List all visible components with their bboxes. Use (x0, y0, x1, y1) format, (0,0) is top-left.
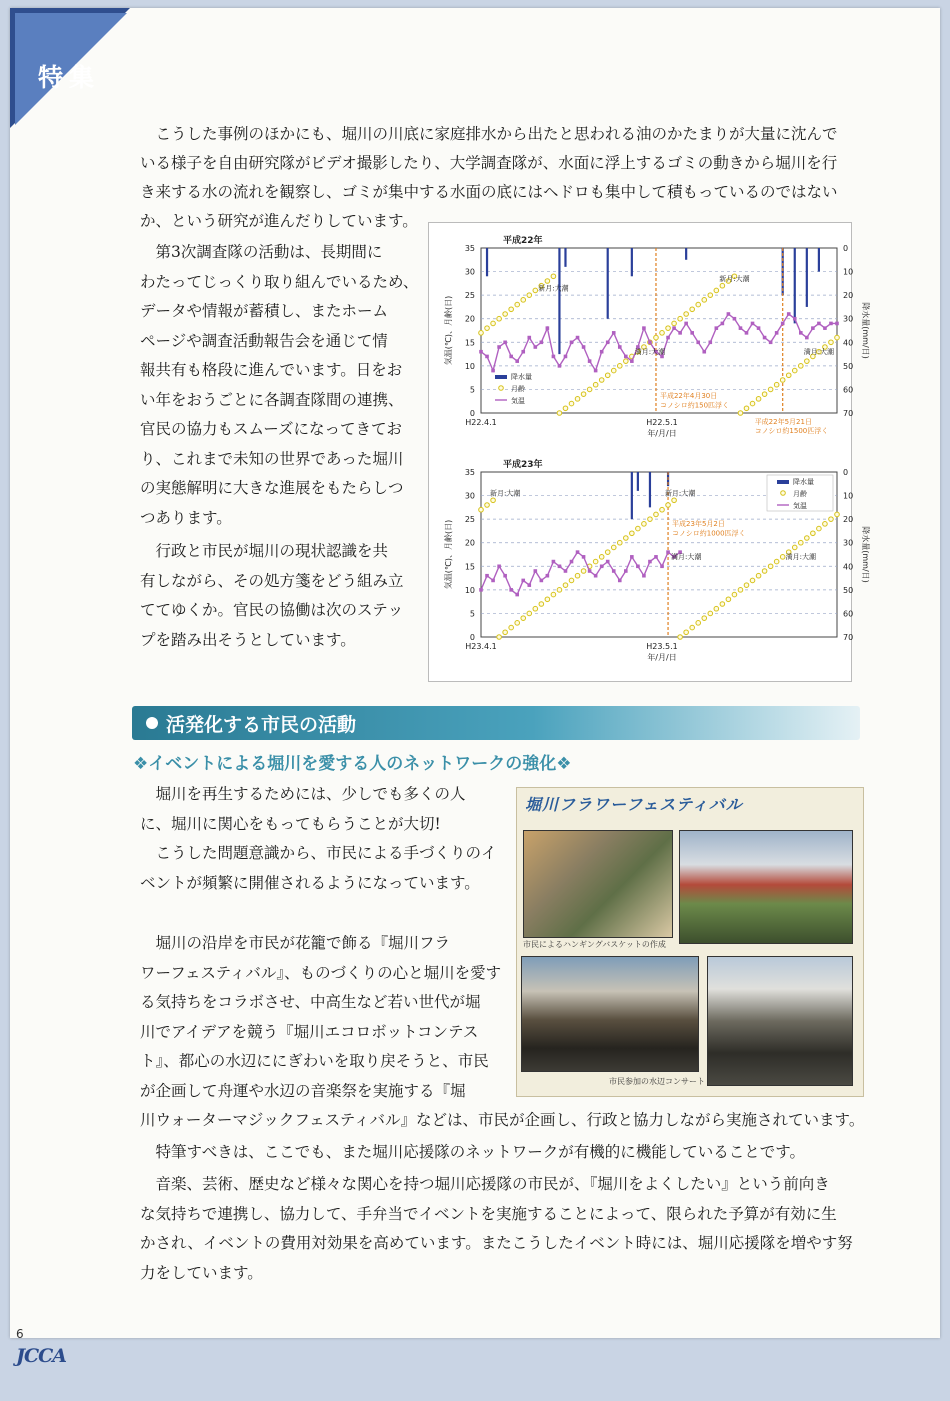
chart-moon-point (738, 588, 743, 593)
chart-moon-point (768, 564, 773, 569)
chart-moon-point (545, 279, 550, 284)
paragraph-1-line-4: か、という研究が進んだりしています。 (140, 212, 418, 230)
legend-rain-label: 降水量 (511, 373, 532, 381)
chart-y2-tick-label: 20 (843, 515, 854, 525)
chart-moon-point (533, 606, 538, 611)
chart-y-tick-label: 0 (469, 409, 475, 418)
chart-temp-point (600, 350, 604, 354)
chart-temp-point (540, 579, 544, 583)
chart-x-tick-label: H23.5.1 (646, 642, 678, 651)
chart-x-axis-label: 年/月/日 (647, 429, 677, 438)
paragraph-3: 行政と市民が堀川の現状認識を共 有しながら、その処方箋をどう組み立 ててゆくか。官民の協働は次のステッ プを踏み出そうとしています。 (140, 542, 404, 649)
chart-moon-point (817, 526, 822, 531)
chart-moon-point (774, 382, 779, 387)
photo-flower-stall (679, 830, 853, 944)
paragraph-5-continued: 川ウォーターマジックフェスティバル』などは、市民が企画し、行政と協力しながら実施されています。 (140, 1111, 865, 1129)
chart-moon-point (611, 545, 616, 550)
section-header (132, 706, 860, 740)
chart-moon-point (738, 411, 743, 416)
chart-temp-point (636, 564, 640, 568)
chart-temp-point (666, 550, 670, 554)
charts-svg (429, 223, 870, 681)
chart-y-tick-label: 30 (464, 491, 475, 501)
chart-temp-point (485, 355, 489, 359)
chart-moon-point (829, 517, 834, 522)
chart-moon-point (684, 630, 689, 635)
chart-y-tick-label: 35 (464, 244, 475, 253)
chart-temp-point (570, 340, 574, 344)
chart-temp-point (582, 555, 586, 559)
chart-moon-point (702, 616, 707, 621)
chart-y-tick-label: 5 (469, 609, 475, 619)
chart-temp-point (527, 336, 531, 340)
chart-temp-point (509, 588, 513, 592)
chart-moon-point (479, 331, 484, 336)
chart-moon-point (485, 503, 490, 508)
chart-moon-point (720, 602, 725, 607)
chart-annotation: コノシロ約1500匹浮く (754, 427, 829, 435)
paragraph-1-line-2: いる様子を自由研究隊がビデオ撮影したり、大学調査隊が、水面に浮上するゴミの動きから堀川を行 (140, 154, 838, 172)
photo-caption-2: 市民参加の水辺コンサート (609, 1077, 705, 1086)
chart-x-tick-label: H22.5.1 (646, 418, 678, 427)
chart-temp-point (576, 336, 580, 340)
chart-moon-point (792, 545, 797, 550)
chart-moon-point (605, 550, 610, 555)
chart-temp-point (781, 322, 785, 326)
chart-y2-axis-label: 降水量(mm/日) (861, 302, 870, 359)
chart-moon-point (714, 288, 719, 293)
chart-y-tick-label: 35 (464, 468, 475, 477)
chart-moon-point (479, 507, 484, 512)
chart-y-tick-label: 20 (464, 538, 475, 548)
chart-temp-point (558, 564, 562, 568)
chart-moon-point (798, 364, 803, 369)
chart-temp-point (708, 340, 712, 344)
chart-moon-point (708, 293, 713, 298)
page-number: 6 (16, 1327, 24, 1341)
chart-moon-point (624, 359, 629, 364)
bullet-icon (146, 717, 158, 729)
photo-collage-title: 堀川フラワーフェスティバル (525, 795, 743, 814)
legend-temp-label: 気温 (511, 397, 525, 405)
chart-moon-point (515, 302, 520, 307)
chart-moon-point (587, 387, 592, 392)
chart-moon-point (491, 321, 496, 326)
chart-moon-point (575, 573, 580, 578)
chart-moon-point (654, 335, 659, 340)
chart-temp-point (606, 560, 610, 564)
section-title: 活発化する市民の活動 (166, 714, 357, 736)
chart-moon-point (835, 335, 840, 340)
chart-panel (428, 222, 870, 682)
chart-moon-point (756, 397, 761, 402)
chart-temp-point (684, 322, 688, 326)
chart-moon-point (593, 382, 598, 387)
chart-temp-point (503, 574, 507, 578)
chart-y-tick-label: 25 (464, 515, 475, 525)
chart-moon-point (581, 569, 586, 574)
legend-moon-label: 月齢 (793, 490, 807, 498)
chart-moon-point (744, 583, 749, 588)
chart-moon-point (563, 406, 568, 411)
chart-temp-point (624, 355, 628, 359)
chart-annotation: 新月:大潮 (664, 489, 696, 498)
chart-moon-point (720, 283, 725, 288)
chart-moon-point (611, 368, 616, 373)
chart-annotation: 新月:大潮 (538, 284, 569, 293)
chart-annotation: 平成22年4月30日 (659, 391, 718, 400)
chart-moon-point (575, 397, 580, 402)
chart-moon-point (684, 312, 689, 317)
chart-moon-point (642, 522, 647, 527)
chart-temp-point (564, 569, 568, 573)
chart-moon-point (509, 625, 514, 630)
chart-temp-point (546, 326, 550, 330)
chart-moon-point (744, 406, 749, 411)
chart-annotation: 満月:大潮 (670, 553, 702, 562)
chart-moon-point (527, 293, 532, 298)
chart-temp-point (624, 569, 628, 573)
chart-title: 平成22年 (503, 236, 543, 246)
chart-y-tick-label: 0 (469, 633, 475, 642)
chart-temp-point (588, 569, 592, 573)
chart-annotation: 満月:大潮 (634, 348, 666, 357)
chart-moon-point (708, 611, 713, 616)
chart-moon-point (569, 401, 574, 406)
chart-moon-point (539, 602, 544, 607)
chart-temp-point (787, 312, 791, 316)
photo-caption-1: 市民によるハンギングバスケットの作成 (523, 940, 666, 949)
chart-temp-point (835, 322, 839, 326)
chart-y-tick-label: 5 (469, 385, 475, 395)
chart-temp-point (594, 574, 598, 578)
chart-moon-point (805, 536, 810, 541)
chart-temp-point (582, 345, 586, 349)
chart-moon-point (732, 592, 737, 597)
chart-moon-point (563, 583, 568, 588)
paragraph-4: 堀川を再生するためには、少しでも多くの人 に、堀川に関心をもってもらうことが大切! こうした問題意識から、市民による手づくりのイ ベントが頻繁に開催されるようになっています。 (140, 785, 497, 892)
chart-moon-point (630, 531, 635, 536)
chart-moon-point (786, 373, 791, 378)
chart-moon-point (551, 274, 556, 279)
chart-y2-tick-label: 60 (843, 609, 854, 619)
chart-temp-point (497, 345, 501, 349)
chart-temp-point (491, 579, 495, 583)
chart-temp-point (576, 550, 580, 554)
subheading: ❖イベントによる堀川を愛する人のネットワークの強化❖ (133, 754, 572, 774)
chart-moon-point (678, 635, 683, 640)
legend-rain-swatch (495, 375, 507, 379)
chart-moon-point (624, 536, 629, 541)
chart-moon-point (762, 569, 767, 574)
chart-temp-point (570, 560, 574, 564)
chart-temp-point (763, 336, 767, 340)
chart-moon-point (497, 635, 502, 640)
chart-temp-point (479, 588, 483, 592)
chart-temp-point (727, 312, 731, 316)
jcca-logo: JCCA (16, 1345, 66, 1367)
chart-y-tick-label: 25 (464, 291, 475, 301)
chart-moon-point (533, 288, 538, 293)
paragraph-2: 第3次調査隊の活動は、長期間に わたってじっくり取り組んでいるため、 データや情報が蓄積し、またホーム ページや調査活動報告会を通じて情 報共有も格段に進んでいます。日をお い年をおうごとに各調査隊間の連携、 官民の協力もスムーズになってきてお り、これまで未知の世界であった堀川 の実態解明に大きな進展をもたらしつ つあります。 (140, 243, 419, 527)
chart-y2-tick-label: 60 (843, 385, 854, 395)
photo-collage (516, 787, 864, 1097)
chart-y2-tick-label: 20 (843, 291, 854, 301)
chart-moon-point (521, 298, 526, 303)
chart-temp-point (769, 340, 773, 344)
chart-temp-point (552, 560, 556, 564)
chart-moon-point (811, 531, 816, 536)
chart-temp-point (696, 340, 700, 344)
chart-y2-tick-label: 30 (843, 314, 854, 324)
chart-temp-point (497, 564, 501, 568)
chart-temp-point (552, 355, 556, 359)
legend-moon-swatch (781, 491, 786, 496)
chart-moon-point (696, 621, 701, 626)
chart-temp-point (805, 336, 809, 340)
chart-y-tick-label: 15 (464, 338, 475, 348)
chart-moon-point (696, 302, 701, 307)
chart-y-tick-label: 15 (464, 562, 475, 572)
chart-moon-point (678, 316, 683, 321)
chart-y2-tick-label: 0 (843, 468, 849, 477)
legend-moon-swatch (499, 386, 504, 391)
chart-moon-point (660, 331, 665, 336)
chart-temp-point (618, 345, 622, 349)
chart-temp-point (612, 569, 616, 573)
chart-temp-point (600, 564, 604, 568)
chart-moon-point (648, 517, 653, 522)
chart-temp-point (757, 326, 761, 330)
chart-temp-point (606, 340, 610, 344)
chart-temp-point (817, 322, 821, 326)
chart-moon-point (660, 507, 665, 512)
chart-temp-point (654, 555, 658, 559)
chart-annotation: 満月:大潮 (803, 348, 835, 357)
chart-temp-point (672, 326, 676, 330)
chart-moon-point (509, 307, 514, 312)
chart-temp-point (630, 359, 634, 363)
chart-annotation: 平成23年5月2日 (672, 520, 725, 529)
chart-temp-point (793, 317, 797, 321)
chart-annotation: 新月:大潮 (489, 489, 521, 498)
chart-temp-point (540, 340, 544, 344)
chart-moon-point (690, 625, 695, 630)
chart-moon-point (672, 321, 677, 326)
chart-moon-point (515, 621, 520, 626)
chart-temp-point (811, 326, 815, 330)
chart-temp-point (648, 560, 652, 564)
chart-temp-point (799, 331, 803, 335)
chart-temp-point (739, 326, 743, 330)
chart-temp-point (479, 350, 483, 354)
chart-y-tick-label: 10 (464, 585, 475, 595)
chart-x-tick-label: H23.4.1 (465, 642, 497, 651)
chart-moon-point (750, 578, 755, 583)
chart-y2-tick-label: 30 (843, 538, 854, 548)
paragraph-6: 特筆すべきは、ここでも、また堀川応援隊のネットワークが有機的に機能していることです。 (140, 1143, 805, 1161)
chart-y-axis-label: 気温(℃)、月齢(日) (444, 519, 453, 590)
chart-temp-point (509, 355, 513, 359)
chart-moon-point (702, 298, 707, 303)
paragraph-1-line-1: こうした事例のほかにも、堀川の川底に家庭排水から出たと思われる油のかたまりが大量に沈んで (140, 125, 838, 143)
chart-temp-point (648, 340, 652, 344)
chart-moon-point (599, 555, 604, 560)
chart-x-tick-label: H22.4.1 (465, 418, 497, 427)
chart-temp-point (618, 579, 622, 583)
chart-temp-point (491, 369, 495, 373)
chart-y2-tick-label: 50 (843, 361, 854, 371)
chart-y2-tick-label: 70 (843, 409, 854, 418)
chart-moon-point (823, 522, 828, 527)
paragraph-5: 堀川の沿岸を市民が花籠で飾る『堀川フラ ワーフェスティバル』、ものづくりの心と堀川を愛す る気持ちをコラボさせ、中高生など若い世代が堀 川でアイデアを競う『堀川エコロボットコンテス ト』、都心の水辺ににぎわいを取り戻そうと、市民 が企画して舟運や水辺の音楽祭を実施する『堀 (140, 934, 502, 1100)
chart-temp-point (485, 574, 489, 578)
chart-moon-point (599, 378, 604, 383)
chart-moon-point (581, 392, 586, 397)
chart-moon-point (527, 611, 532, 616)
chart-moon-point (714, 606, 719, 611)
chart-temp-point (721, 322, 725, 326)
chart-temp-point (715, 326, 719, 330)
chart-temp-point (630, 555, 634, 559)
chart-moon-point (805, 359, 810, 364)
chart-temp-point (690, 331, 694, 335)
chart-moon-point (485, 326, 490, 331)
chart-moon-point (503, 312, 508, 317)
chart-moon-point (798, 540, 803, 545)
chart-temp-point (829, 322, 833, 326)
chart-temp-point (558, 364, 562, 368)
chart-temp-point (521, 579, 525, 583)
chart-moon-point (491, 498, 496, 503)
chart-y2-tick-label: 0 (843, 244, 849, 253)
chart-y2-tick-label: 10 (843, 267, 854, 277)
chart-temp-point (642, 574, 646, 578)
chart-x-axis-label: 年/月/日 (647, 653, 677, 662)
legend-temp-label: 気温 (793, 502, 807, 510)
chart-moon-point (792, 368, 797, 373)
chart-moon-point (750, 401, 755, 406)
chart-temp-point (515, 593, 519, 597)
chart-moon-point (666, 326, 671, 331)
chart-temp-point (745, 331, 749, 335)
chart-temp-point (642, 326, 646, 330)
chart-temp-point (666, 336, 670, 340)
chart-moon-point (617, 540, 622, 545)
chart-y-tick-label: 10 (464, 361, 475, 371)
chart-title: 平成23年 (503, 460, 543, 470)
chart-temp-point (702, 350, 706, 354)
chart-temp-point (823, 326, 827, 330)
chart-y-tick-label: 20 (464, 314, 475, 324)
chart-moon-point (762, 392, 767, 397)
chart-temp-point (503, 340, 507, 344)
chart-annotation: コノシロ約1000匹浮く (672, 529, 746, 538)
legend-moon-label: 月齢 (511, 385, 525, 393)
chart-moon-point (617, 364, 622, 369)
chart-moon-point (497, 316, 502, 321)
chart-y2-tick-label: 50 (843, 585, 854, 595)
chart-moon-point (551, 592, 556, 597)
chart-y2-tick-label: 40 (843, 338, 854, 348)
chart-moon-point (569, 578, 574, 583)
chart-temp-point (660, 564, 664, 568)
chart-temp-point (588, 359, 592, 363)
chart-moon-point (780, 378, 785, 383)
chart-moon-point (503, 630, 508, 635)
chart-annotation: コノシロ約150匹浮く (659, 401, 730, 410)
chart-temp-point (546, 574, 550, 578)
feature-label: 特集 (38, 63, 101, 92)
chart-moon-point (690, 307, 695, 312)
chart-moon-point (636, 526, 641, 531)
chart-moon-point (835, 512, 840, 517)
chart-temp-point (527, 583, 531, 587)
chart-y-tick-label: 30 (464, 267, 475, 277)
chart-moon-point (756, 573, 761, 578)
chart-moon-point (545, 597, 550, 602)
chart-moon-point (672, 498, 677, 503)
chart-annotation: 平成22年5月21日 (754, 418, 812, 426)
chart-y2-tick-label: 40 (843, 562, 854, 572)
chart-moon-point (829, 340, 834, 345)
chart-temp-point (775, 331, 779, 335)
chart-temp-point (612, 331, 616, 335)
chart-y2-axis-label: 降水量(mm/日) (861, 526, 870, 583)
chart-moon-point (666, 503, 671, 508)
photo-crowd-event (707, 956, 853, 1086)
chart-temp-point (564, 355, 568, 359)
photo-hanging-basket (523, 830, 673, 938)
chart-moon-point (605, 373, 610, 378)
chart-y-axis-label: 気温(℃)、月齢(日) (444, 295, 453, 366)
chart-temp-point (733, 317, 737, 321)
chart-temp-point (521, 350, 525, 354)
chart-moon-point (557, 588, 562, 593)
chart-moon-point (768, 387, 773, 392)
chart-temp-point (515, 359, 519, 363)
legend-rain-label: 降水量 (793, 478, 814, 486)
chart-temp-point (678, 331, 682, 335)
paragraph-1-line-3: き来する水の流れを観察し、ゴミが集中する水面の底にはヘドロも集中して積もっているのではない (140, 183, 838, 201)
chart-annotation: 満月:大潮 (785, 553, 816, 562)
chart-temp-point (534, 569, 538, 573)
chart-moon-point (774, 559, 779, 564)
chart-moon-point (654, 512, 659, 517)
chart-moon-point (521, 616, 526, 621)
chart-temp-point (594, 369, 598, 373)
chart-moon-point (557, 411, 562, 416)
chart-y2-tick-label: 10 (843, 491, 854, 501)
chart-moon-point (780, 555, 785, 560)
chart-moon-point (726, 597, 731, 602)
photo-canal-concert (521, 956, 699, 1072)
chart-temp-point (534, 345, 538, 349)
chart-annotation: 新月:大潮 (719, 275, 750, 283)
chart-moon-point (593, 559, 598, 564)
chart-temp-point (751, 322, 755, 326)
chart-y2-tick-label: 70 (843, 633, 854, 642)
paragraph-7: 音楽、芸術、歴史など様々な関心を持つ堀川応援隊の市民が、『堀川をよくしたい』という前向き な気持ちで連携し、協力して、手弁当でイベントを実施することによって、限られた予算が有効に生 かされ、イベントの費用対効果を高めています。またこうしたイベント時には、堀川応援隊を増やす努 力をしています。 (140, 1175, 853, 1282)
legend-rain-swatch (777, 480, 789, 484)
